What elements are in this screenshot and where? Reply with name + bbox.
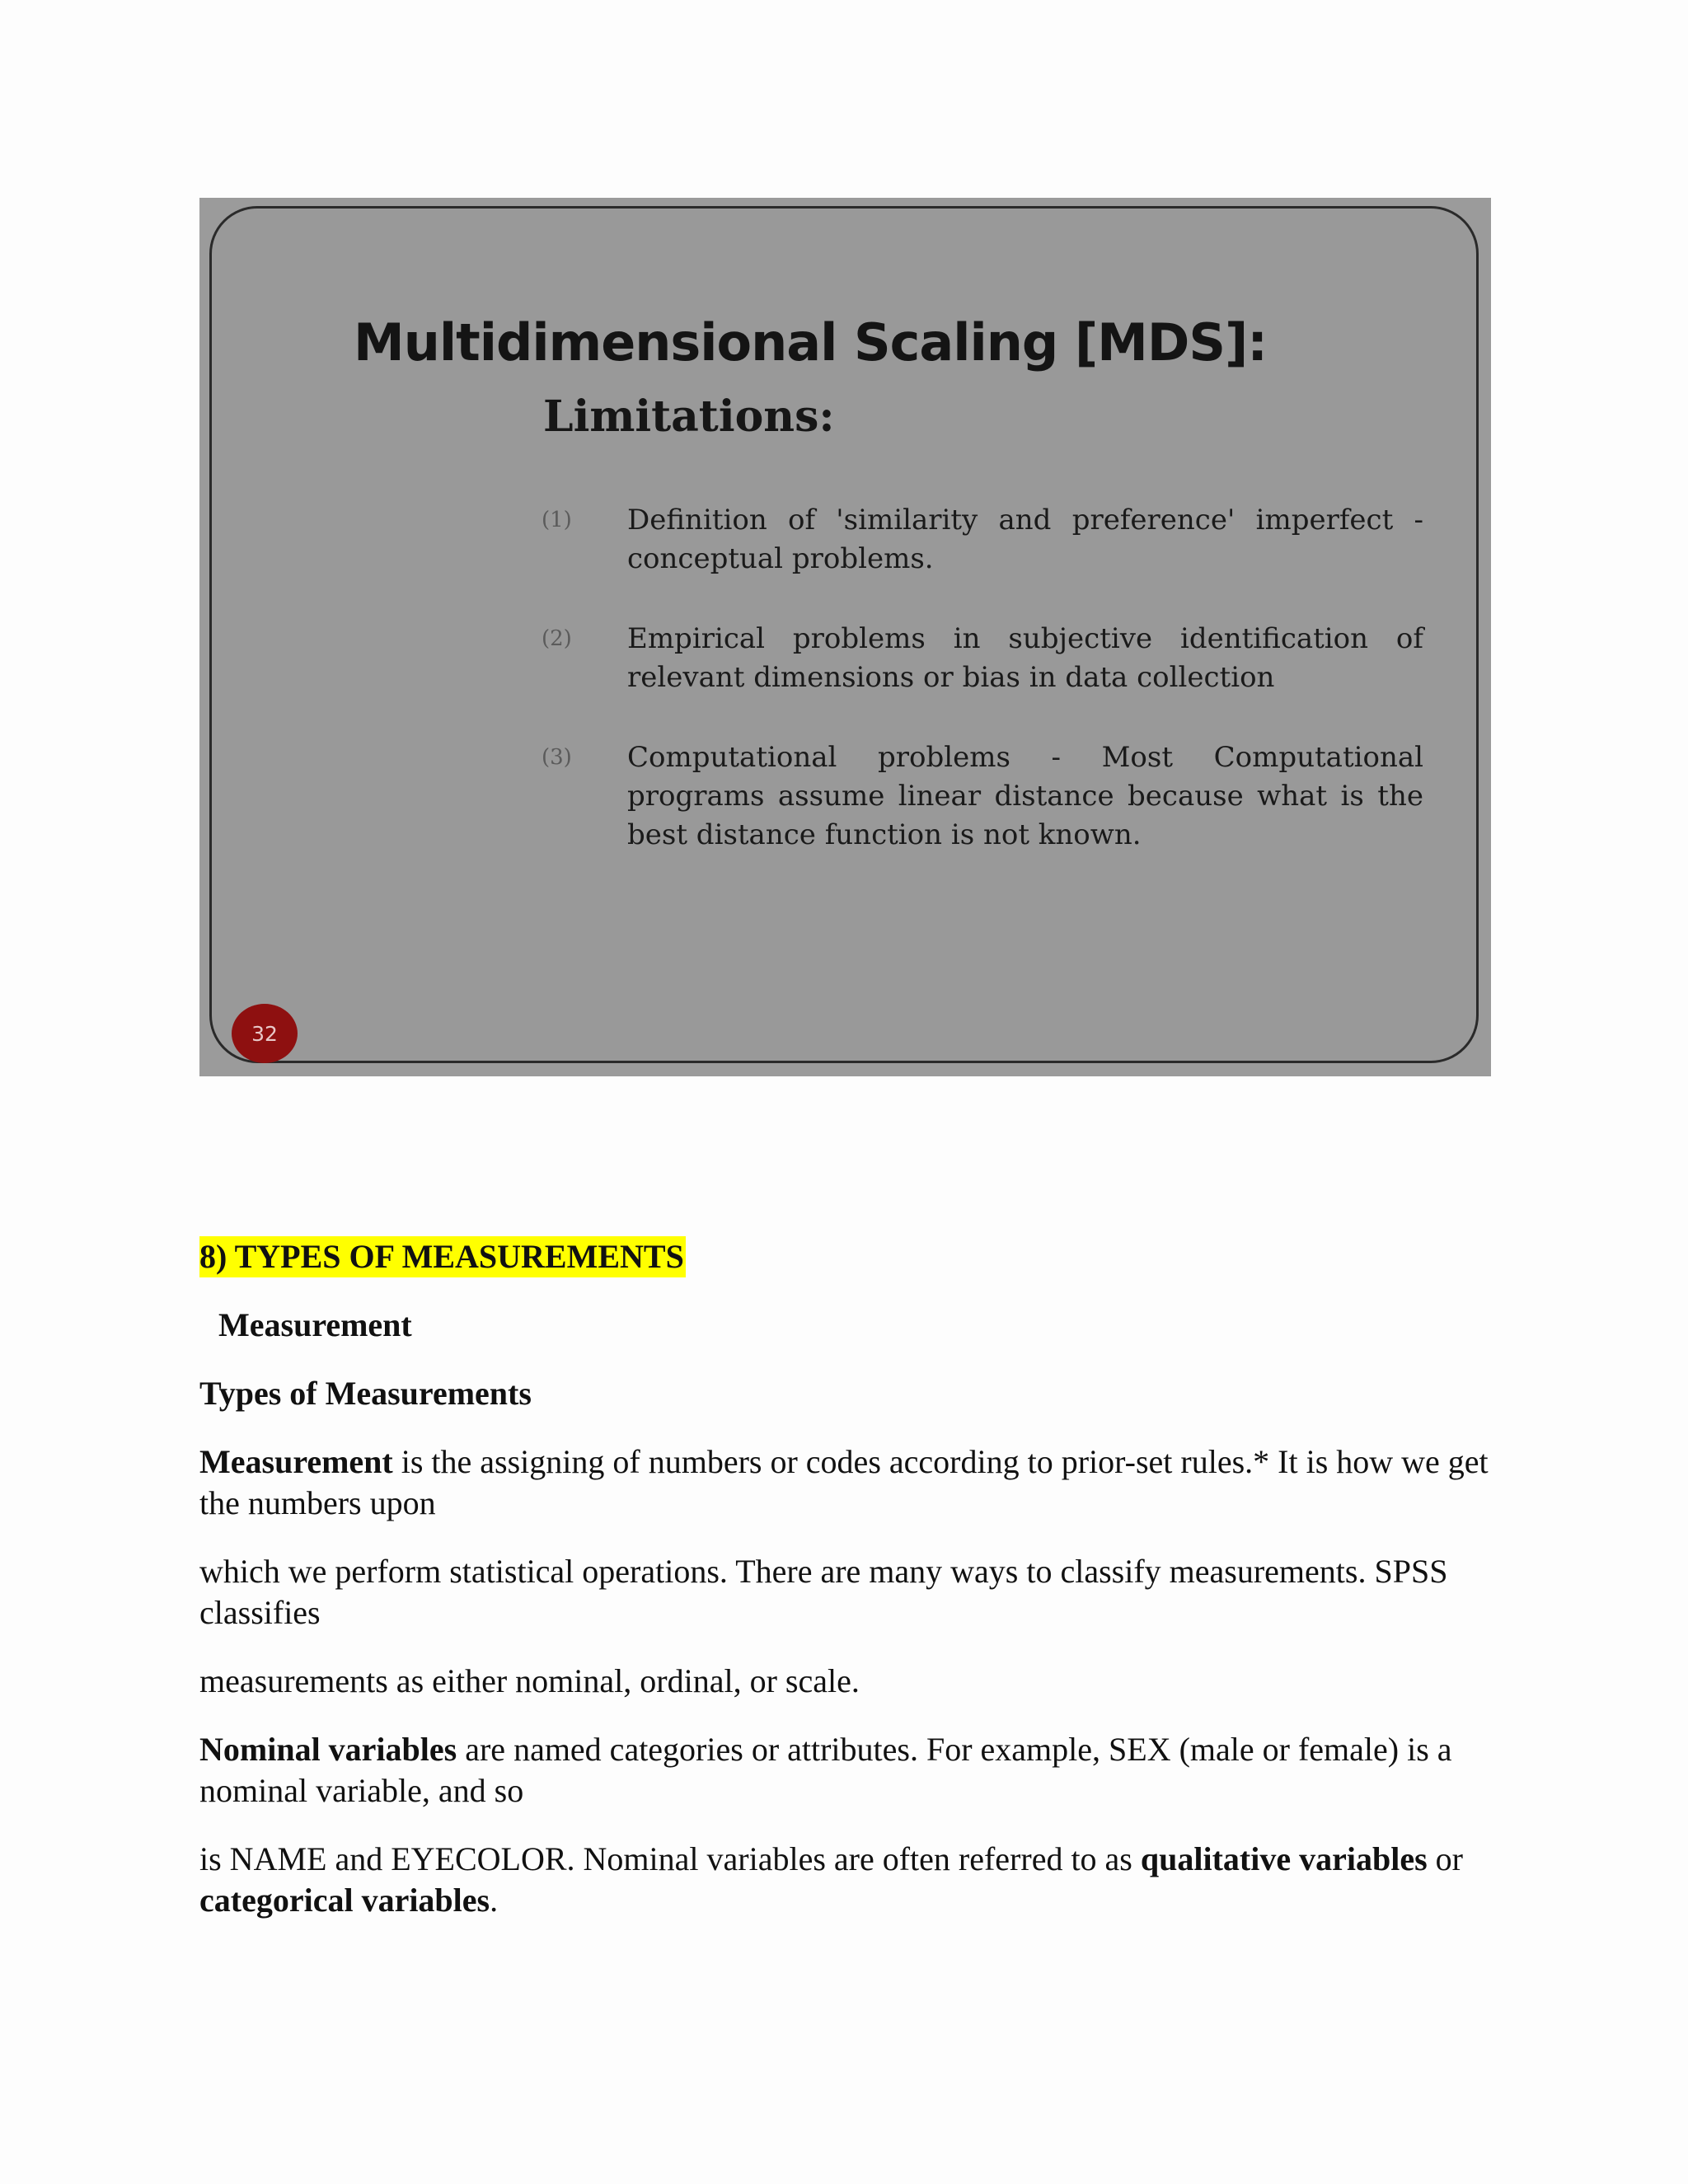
bold-term: qualitative variables xyxy=(1140,1840,1428,1877)
paragraph-3: measurements as either nominal, ordinal, or scale. xyxy=(199,1662,860,1699)
bold-term: Measurement xyxy=(199,1443,393,1480)
paragraph-text: are named categories or attributes. For example, SEX (male or female) is a nominal variable, and so xyxy=(199,1731,1452,1809)
slide-image xyxy=(199,198,1491,1076)
paragraph-text: . xyxy=(490,1882,499,1919)
list-item xyxy=(542,738,1423,855)
section-heading: 8) TYPES OF MEASUREMENTS xyxy=(199,1236,686,1277)
list-item-text: Empirical problems in subjective identification of relevant dimensions or bias in data collection xyxy=(627,622,1423,694)
list-item-text: Computational problems - Most Computational programs assume linear distance because what is the best distance function is not known. xyxy=(627,741,1423,851)
section-heading-line xyxy=(199,1236,1502,1277)
limitations-list xyxy=(542,501,1423,896)
list-item-number: (3) xyxy=(542,745,572,770)
slide-frame xyxy=(209,206,1479,1063)
list-item xyxy=(542,620,1423,697)
subheading-measurement-text: Measurement xyxy=(218,1306,412,1343)
list-item-number: (1) xyxy=(542,508,572,532)
paragraph-4 xyxy=(199,1729,1502,1811)
subheading-measurement xyxy=(199,1305,1502,1346)
paragraph-1 xyxy=(199,1441,1502,1524)
subheading-types xyxy=(199,1373,1502,1414)
document-body xyxy=(199,1236,1502,1948)
paragraph-5 xyxy=(199,1839,1502,1921)
bold-term: Nominal variables xyxy=(199,1731,457,1768)
slide-subtitle: Limitations: xyxy=(543,391,835,442)
list-item-number: (2) xyxy=(542,626,572,651)
paragraph-text: or xyxy=(1427,1840,1463,1877)
bold-term: categorical variables xyxy=(199,1882,490,1919)
slide-page-number: 32 xyxy=(232,1004,298,1063)
list-item xyxy=(542,501,1423,579)
paragraph-2: which we perform statistical operations. There are many ways to classify measurements. SPSS classifies xyxy=(199,1553,1448,1631)
slide-title: Multidimensional Scaling [MDS]: xyxy=(354,312,1268,373)
list-item-text: Definition of 'similarity and preference' imperfect - conceptual problems. xyxy=(627,504,1423,575)
paragraph-text: is the assigning of numbers or codes according to prior-set rules.* It is how we get the numbers upon xyxy=(199,1443,1489,1521)
paragraph-text: is NAME and EYECOLOR. Nominal variables are often referred to as xyxy=(199,1840,1141,1877)
subheading-types-text: Types of Measurements xyxy=(199,1375,532,1412)
